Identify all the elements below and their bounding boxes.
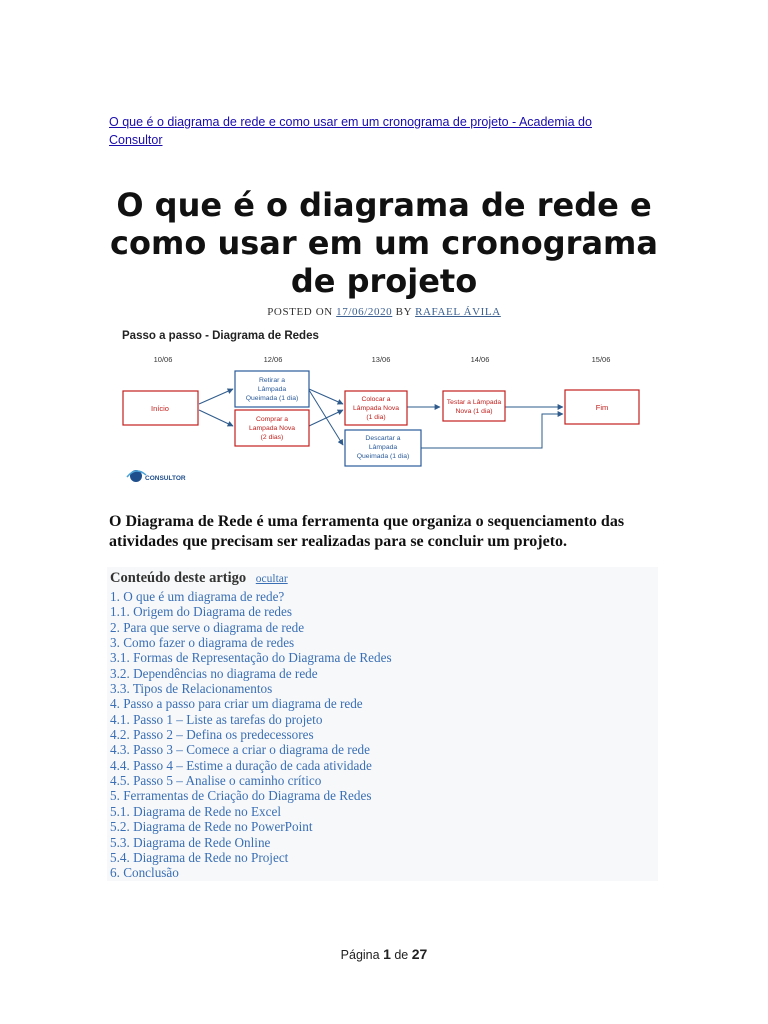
toc-item[interactable]: 1. O que é um diagrama de rede? <box>110 589 285 604</box>
node-testar-box <box>443 391 505 421</box>
date-label-3: 13/06 <box>371 355 391 364</box>
node-colocar-line1: Colocar a <box>361 396 391 403</box>
diagram-title: Passo a passo - Diagrama de Redes <box>122 330 319 342</box>
toc-item[interactable]: 2. Para que serve o diagrama de rede <box>110 619 305 635</box>
network-diagram-image <box>112 324 652 489</box>
source-link-line1: O que é o diagrama de rede e como usar em um cronograma de projeto - Academia do <box>109 115 592 129</box>
node-fim-label: Fim <box>595 403 609 412</box>
toc-item[interactable]: 4.5. Passo 5 – Analise o caminho crítico <box>110 773 322 789</box>
toc-item[interactable]: 5.4. Diagrama de Rede no Project <box>110 849 289 865</box>
arrow-retirar-colocar <box>309 389 343 404</box>
consultor-logo <box>127 470 186 482</box>
node-colocar-line3: (1 dia) <box>366 414 386 421</box>
arrow-retirar-descartar <box>309 390 343 445</box>
toc-item[interactable]: 1.1. Origem do Diagrama de redes <box>110 604 292 620</box>
logo-text: CONSULTOR <box>145 475 186 482</box>
arrow-inicio-retirar <box>199 389 233 404</box>
post-date-link[interactable]: 17/06/2020 <box>336 306 393 318</box>
date-label-5: 15/06 <box>591 355 611 364</box>
toc-item[interactable]: 4.2. Passo 2 – Defina os predecessores <box>110 727 314 743</box>
toc-list <box>110 589 655 881</box>
node-comprar-line3: (2 dias) <box>260 434 284 441</box>
page-label: Página <box>340 948 380 962</box>
toc-header <box>110 569 655 589</box>
toc-item[interactable]: 5.1. Diagrama de Rede no Excel <box>110 803 282 819</box>
posted-on-label: POSTED ON <box>267 306 333 318</box>
toc-item[interactable]: 3.1. Formas de Representação do Diagrama de Redes <box>110 650 392 666</box>
arrow-inicio-comprar <box>199 410 233 426</box>
toc-title: Conteúdo deste artigo <box>110 570 247 586</box>
toc-item[interactable]: 4.4. Passo 4 – Estime a duração de cada atividade <box>110 757 372 773</box>
toc-item[interactable]: 4.3. Passo 3 – Comece a criar o diagrama de rede <box>110 742 370 758</box>
node-descartar-line1: Descartar a <box>365 435 401 442</box>
date-label-1: 10/06 <box>153 355 173 364</box>
toc-item[interactable]: 6. Conclusão <box>110 865 179 881</box>
node-comprar-line2: Lampada Nova <box>248 425 296 432</box>
toc-item[interactable]: 5.3. Diagrama de Rede Online <box>110 834 271 850</box>
node-colocar-line2: Lâmpada Nova <box>352 405 400 412</box>
page-total: 27 <box>411 946 428 962</box>
toc-item[interactable]: 5. Ferramentas de Criação do Diagrama de Redes <box>110 788 372 804</box>
author-link[interactable]: RAFAEL ÁVILA <box>415 306 501 318</box>
toc-item[interactable]: 3.3. Tipos de Relacionamentos <box>110 681 273 697</box>
node-retirar-line3: Queimada (1 dia) <box>245 395 299 402</box>
node-inicio-label: Início <box>151 404 169 413</box>
toc-item[interactable]: 3. Como fazer o diagrama de redes <box>110 635 295 651</box>
node-retirar-line2: Lâmpada <box>257 386 287 393</box>
date-label-2: 12/06 <box>263 355 283 364</box>
article-title: O que é o diagrama de rede e como usar em um cronograma de projeto <box>110 186 658 300</box>
by-label: BY <box>395 306 412 318</box>
node-retirar-line1: Retirar a <box>258 377 286 384</box>
of-label: de <box>394 948 409 962</box>
source-article-link[interactable] <box>109 113 629 149</box>
toc-toggle-link[interactable]: ocultar <box>255 573 288 585</box>
node-testar-line2: Nova (1 dia) <box>455 408 493 415</box>
toc-item[interactable]: 4. Passo a passo para criar um diagrama de rede <box>110 696 363 712</box>
article-lead: O Diagrama de Rede é uma ferramenta que organiza o sequenciamento das atividades que precisam ser realizadas para se concluir um projeto. <box>109 513 625 550</box>
toc-item[interactable]: 3.2. Dependências no diagrama de rede <box>110 665 318 681</box>
post-meta <box>100 306 668 318</box>
node-testar-line1: Testar a Lâmpada <box>446 399 502 406</box>
toc-item[interactable]: 5.2. Diagrama de Rede no PowerPoint <box>110 819 313 835</box>
page-footer <box>0 946 768 962</box>
source-link-line2: Consultor <box>109 133 163 147</box>
node-comprar-line1: Comprar a <box>255 416 289 423</box>
node-descartar-line2: Lâmpada <box>368 444 398 451</box>
page-number: 1 <box>383 946 391 962</box>
toc-item[interactable]: 4.1. Passo 1 – Liste as tarefas do projeto <box>110 711 323 727</box>
table-of-contents <box>107 567 658 881</box>
date-label-4: 14/06 <box>470 355 490 364</box>
node-descartar-line3: Queimada (1 dia) <box>356 453 410 460</box>
